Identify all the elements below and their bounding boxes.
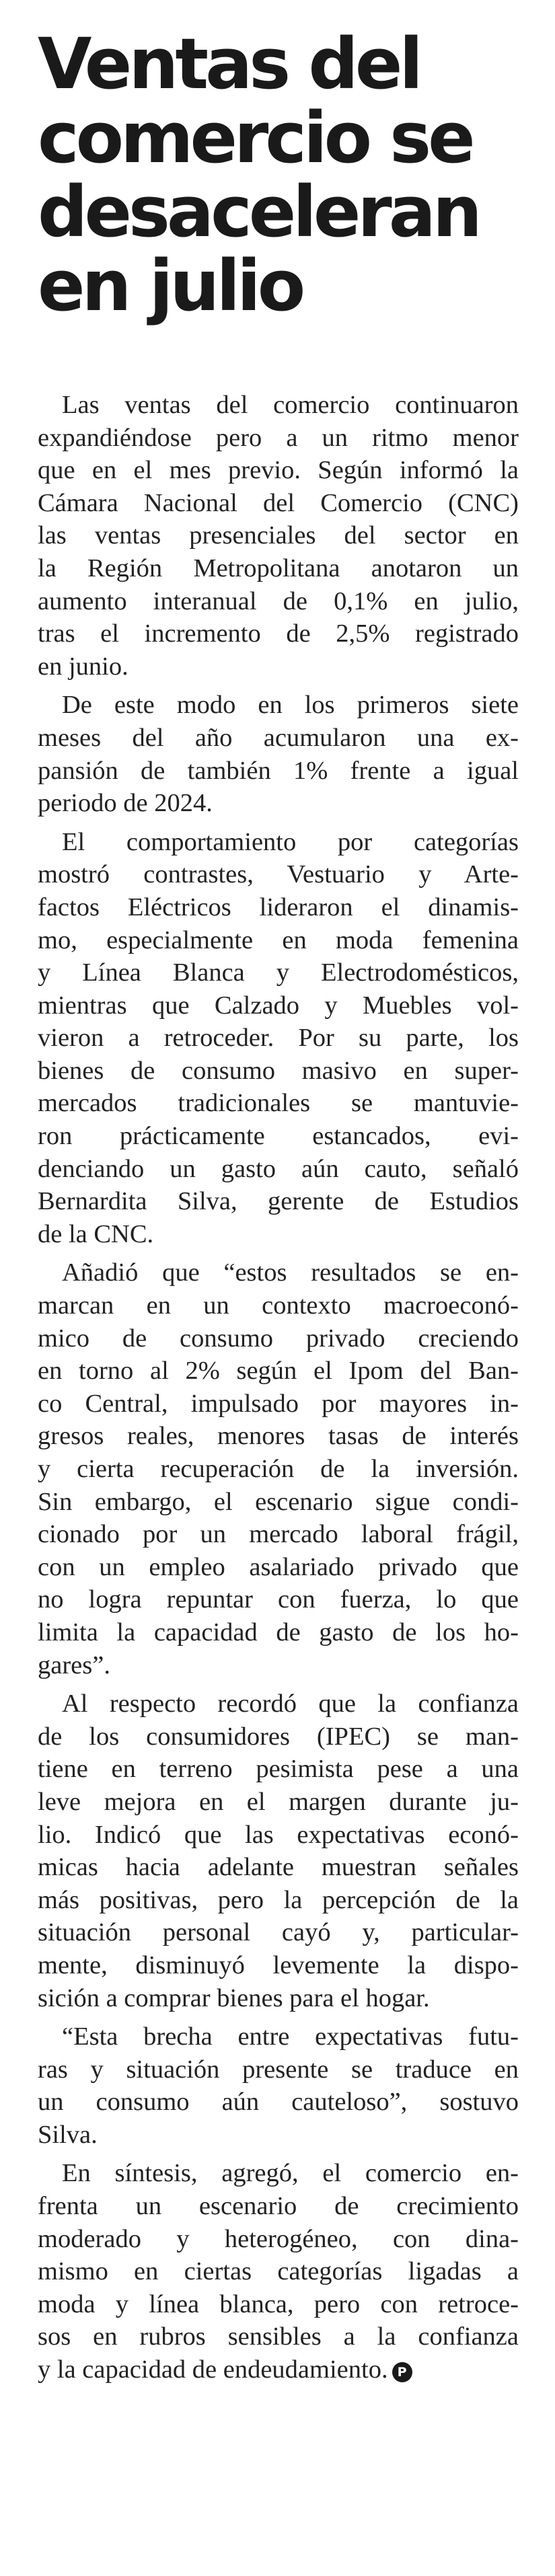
paragraph-line: frenta un escenario de crecimiento <box>38 2192 519 2221</box>
paragraph-line: mientras que Calzado y Muebles vol- <box>38 991 519 1020</box>
paragraph-line: periodo de 2024. <box>38 789 213 818</box>
body-paragraph <box>38 689 519 819</box>
paragraph-line: Cámara Nacional del Comercio (CNC) <box>38 488 519 517</box>
paragraph-line: sición a comprar bienes para el hogar. <box>38 1983 430 2012</box>
paragraph-line-text: y la capacidad de endeudamiento. <box>38 2355 388 2384</box>
paragraph-line: marcan en un contexto macroeconó- <box>38 1291 519 1320</box>
paragraph-line: de la CNC. <box>38 1219 154 1248</box>
paragraph-line: cionado por un mercado laboral frágil, <box>38 1520 519 1549</box>
paragraph-line: un consumo aún cauteloso”, sostuvo <box>38 2088 519 2117</box>
paragraph-line: Las ventas del comercio continuaron <box>62 391 519 419</box>
paragraph-line: ras y situación presente se traduce en <box>38 2055 519 2084</box>
body-paragraph <box>38 389 519 683</box>
paragraph-line: gresos reales, menores tasas de interés <box>38 1422 519 1451</box>
headline-line: Ventas del <box>38 23 420 105</box>
paragraph-line: en torno al 2% según el Ipom del Ban- <box>38 1357 519 1386</box>
paragraph-line: las ventas presenciales del sector en <box>38 521 519 550</box>
paragraph-line: aumento interanual de 0,1% en julio, <box>38 586 519 615</box>
paragraph-line: lio. Indicó que las expectativas econó- <box>38 1820 519 1849</box>
paragraph-line: y Línea Blanca y Electrodomésticos, <box>38 958 519 987</box>
paragraph-line: En síntesis, agregó, el comercio en- <box>62 2159 519 2188</box>
paragraph-line: mo, especialmente en moda femenina <box>38 925 519 954</box>
paragraph-line <box>38 2353 519 2386</box>
paragraph-line: leve mejora en el margen durante ju- <box>38 1787 519 1816</box>
paragraph-line: gares”. <box>38 1651 110 1679</box>
paragraph-line: la Región Metropolitana anotaron un <box>38 554 519 582</box>
publication-end-mark-icon: P <box>392 2362 412 2382</box>
paragraph-line: con un empleo asalariado privado que <box>38 1552 519 1581</box>
paragraph-line: mostró contrastes, Vestuario y Arte- <box>38 860 519 889</box>
paragraph-line: Silva. <box>38 2120 98 2149</box>
body-paragraph <box>38 2157 519 2386</box>
paragraph-line: mico de consumo privado creciendo <box>38 1324 519 1353</box>
paragraph-line: co Central, impulsado por mayores in- <box>38 1389 519 1418</box>
paragraph-line: mismo en ciertas categorías ligadas a <box>38 2257 519 2286</box>
paragraph-line: situación personal cayó y, particular- <box>38 1918 519 1947</box>
paragraph-line: tiene en terreno pesimista pese a una <box>38 1755 519 1784</box>
paragraph-line: meses del año acumularon una ex- <box>38 723 519 752</box>
headline-line: desaceleran <box>38 171 479 253</box>
paragraph-line: Añadió que “estos resultados se en- <box>62 1258 519 1287</box>
paragraph-line: Al respecto recordó que la confianza <box>62 1690 519 1718</box>
body-paragraph <box>38 1256 519 1681</box>
body-paragraph <box>38 1688 519 2014</box>
paragraph-line: mente, disminuyó levemente la dispo- <box>38 1950 519 1979</box>
paragraph-line: moderado y heterogéneo, con dina- <box>38 2224 519 2253</box>
paragraph-line: sos en rubros sensibles a la confianza <box>38 2322 519 2351</box>
paragraph-line: en junio. <box>38 652 128 681</box>
paragraph-line: más positivas, pero la percepción de la <box>38 1885 519 1914</box>
paragraph-line: que en el mes previo. Según informó la <box>38 456 519 485</box>
paragraph-line: “Esta brecha entre expectativas futu- <box>62 2022 519 2051</box>
paragraph-line: factos Eléctricos lideraron el dinamis- <box>38 893 519 921</box>
paragraph-line: no logra repuntar con fuerza, lo que <box>38 1585 519 1614</box>
paragraph-line: moda y línea blanca, pero con retroce- <box>38 2289 519 2318</box>
paragraph-line: mercados tradicionales se mantuvie- <box>38 1089 519 1118</box>
paragraph-line: vieron a retroceder. Por su parte, los <box>38 1024 519 1053</box>
paragraph-line: bienes de consumo masivo en super- <box>38 1056 519 1085</box>
paragraph-line: El comportamiento por categorías <box>62 827 519 856</box>
paragraph-line: ron prácticamente estancados, evi- <box>38 1122 519 1151</box>
article-body <box>38 389 519 2386</box>
paragraph-line: expandiéndose pero a un ritmo menor <box>38 423 519 452</box>
paragraph-line: Bernardita Silva, gerente de Estudios <box>38 1187 519 1216</box>
paragraph-line: pansión de también 1% frente a igual <box>38 756 519 785</box>
paragraph-line: tras el incremento de 2,5% registrado <box>38 619 519 648</box>
headline <box>38 23 519 327</box>
paragraph-line: denciando un gasto aún cauto, señaló <box>38 1154 519 1183</box>
headline-line: en julio <box>38 245 303 327</box>
headline-line: comercio se <box>38 97 472 179</box>
paragraph-line: de los consumidores (IPEC) se man- <box>38 1722 519 1751</box>
paragraph-line: De este modo en los primeros siete <box>62 691 519 720</box>
paragraph-line: y cierta recuperación de la inversión. <box>38 1455 519 1483</box>
paragraph-line: limita la capacidad de gasto de los ho- <box>38 1618 519 1646</box>
body-paragraph <box>38 2020 519 2151</box>
paragraph-line: micas hacia adelante muestran señales <box>38 1853 519 1882</box>
body-paragraph <box>38 826 519 1251</box>
paragraph-line: Sin embargo, el escenario sigue condi- <box>38 1487 519 1516</box>
